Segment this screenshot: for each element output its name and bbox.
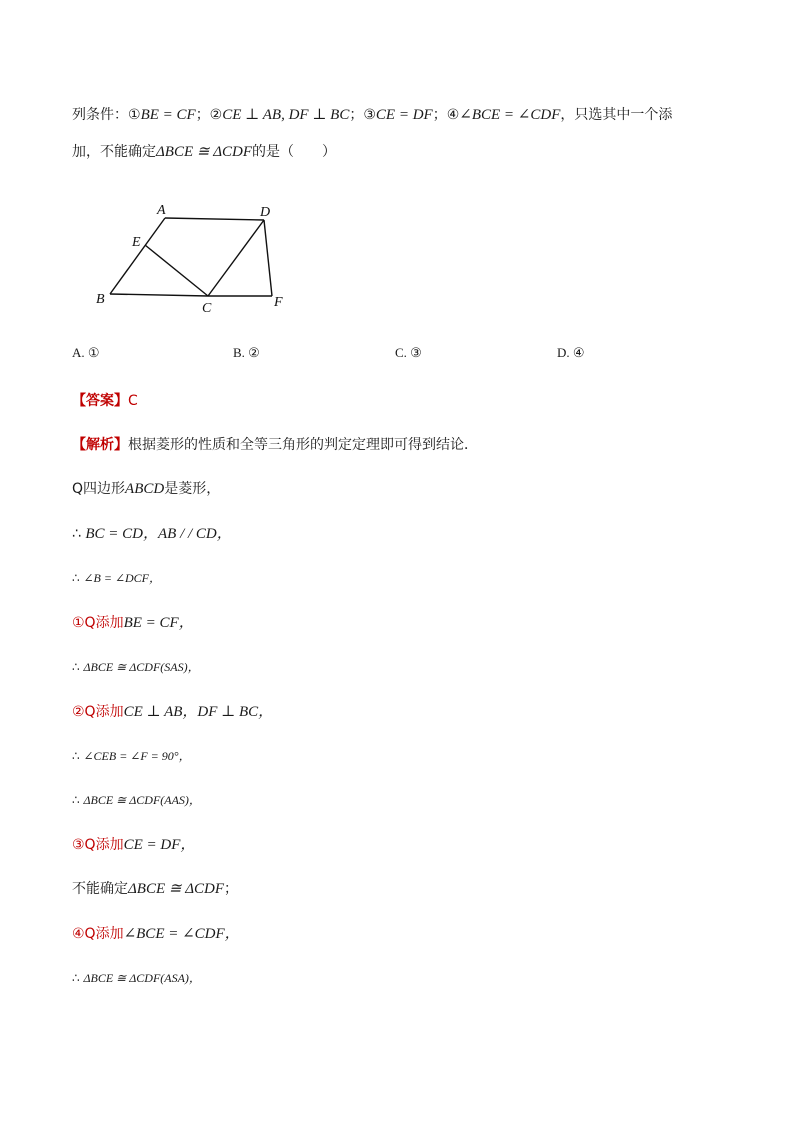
- segment-df: [264, 220, 272, 296]
- option-letter: A.: [72, 345, 85, 360]
- math-expression: ΔBCE ≅ ΔCDF(SAS)，: [83, 660, 200, 674]
- analysis-line-10: [72, 879, 238, 899]
- math-expression: ΔBCE ≅ ΔCDF: [128, 881, 225, 897]
- question-text: 列条件：①: [72, 107, 141, 123]
- option-b: [233, 345, 260, 361]
- analysis-line-6: [72, 702, 273, 722]
- separator: ；②: [195, 107, 223, 123]
- label-c: C: [202, 301, 212, 316]
- analysis-text: 是菱形，: [164, 481, 221, 497]
- condition-4: ∠BCE = ∠CDF: [459, 107, 561, 123]
- analysis-text: ④Q添加: [72, 926, 124, 942]
- analysis-line-8: [72, 790, 201, 810]
- analysis-line-5: [72, 657, 200, 677]
- therefore-symbol: ∴: [72, 571, 80, 585]
- question-text: 的是（ ）: [252, 144, 337, 160]
- segment-ab: [110, 218, 165, 294]
- condition-2: CE ⊥ AB, DF ⊥ BC: [222, 107, 350, 123]
- option-letter: D.: [557, 345, 570, 360]
- analysis-text: Q四边形: [72, 481, 126, 497]
- segment-cd: [208, 220, 264, 296]
- math-expression: ΔBCE ≅ ΔCDF(AAS)，: [83, 793, 201, 807]
- label-e: E: [132, 235, 141, 250]
- label-f: F: [274, 295, 283, 310]
- option-a: [72, 345, 100, 361]
- answer-value: C: [128, 393, 138, 409]
- analysis-line-2: [72, 524, 232, 544]
- analysis-line-7: [72, 746, 191, 766]
- option-value: ③: [410, 345, 422, 360]
- option-value: ②: [248, 345, 260, 360]
- separator: ；④: [432, 107, 460, 123]
- analysis-text: ；: [224, 881, 239, 897]
- analysis-text: 根据菱形的性质和全等三角形的判定定理即可得到结论．: [128, 437, 478, 453]
- therefore-symbol: ∴: [72, 660, 80, 674]
- condition-3: CE = DF: [375, 107, 433, 123]
- analysis-intro: [72, 435, 478, 455]
- analysis-text: 不能确定: [72, 881, 128, 897]
- geometry-figure: [88, 198, 298, 320]
- analysis-text: ③Q添加: [72, 837, 124, 853]
- option-c: [395, 345, 422, 361]
- math-expression: ∠BCE = ∠CDF，: [123, 926, 240, 942]
- therefore-symbol: ∴: [72, 971, 80, 985]
- analysis-line-11: [72, 924, 240, 944]
- label-a: A: [157, 203, 166, 218]
- option-value: ④: [572, 345, 585, 360]
- analysis-line-1: [72, 479, 220, 499]
- segment-bc: [110, 294, 208, 296]
- option-d: [557, 345, 585, 361]
- option-letter: C.: [395, 345, 407, 360]
- question-line-2: [72, 142, 336, 162]
- math-expression: ABCD: [125, 481, 165, 497]
- math-expression: ∠CEB = ∠F = 90°，: [83, 749, 191, 763]
- answer-tag: 【答案】: [72, 393, 128, 409]
- question-line-1: [72, 105, 672, 125]
- segment-ad: [165, 218, 264, 220]
- math-expression: BE = CF，: [123, 615, 194, 631]
- analysis-text: ②Q添加: [72, 704, 124, 720]
- analysis-line-12: [72, 968, 201, 988]
- analysis-line-4: [72, 613, 194, 633]
- question-text: ，只选其中一个添: [560, 107, 673, 123]
- answer-line: [72, 391, 138, 411]
- segment-ec: [145, 245, 208, 296]
- analysis-line-9: [72, 835, 195, 855]
- separator: ；③: [349, 107, 376, 123]
- math-expression: ∠B = ∠DCF，: [83, 571, 162, 585]
- math-expression: ΔBCE ≅ ΔCDF(ASA)，: [83, 971, 201, 985]
- therefore-symbol: ∴: [72, 526, 81, 542]
- condition-1: BE = CF: [140, 107, 196, 123]
- congruence-statement: ΔBCE ≅ ΔCDF: [156, 144, 253, 160]
- therefore-symbol: ∴: [72, 749, 80, 763]
- label-b: B: [96, 292, 105, 307]
- math-expression: BC = CD，AB / / CD，: [85, 526, 232, 542]
- analysis-line-3: [72, 568, 161, 588]
- option-letter: B.: [233, 345, 245, 360]
- analysis-text: ①Q添加: [72, 615, 124, 631]
- analysis-tag: 【解析】: [72, 437, 128, 453]
- option-value: ①: [87, 345, 100, 360]
- therefore-symbol: ∴: [72, 793, 80, 807]
- math-expression: CE = DF，: [123, 837, 196, 853]
- question-text: 加，不能确定: [72, 144, 156, 160]
- math-expression: CE ⊥ AB，DF ⊥ BC，: [123, 704, 274, 720]
- label-d: D: [260, 205, 271, 220]
